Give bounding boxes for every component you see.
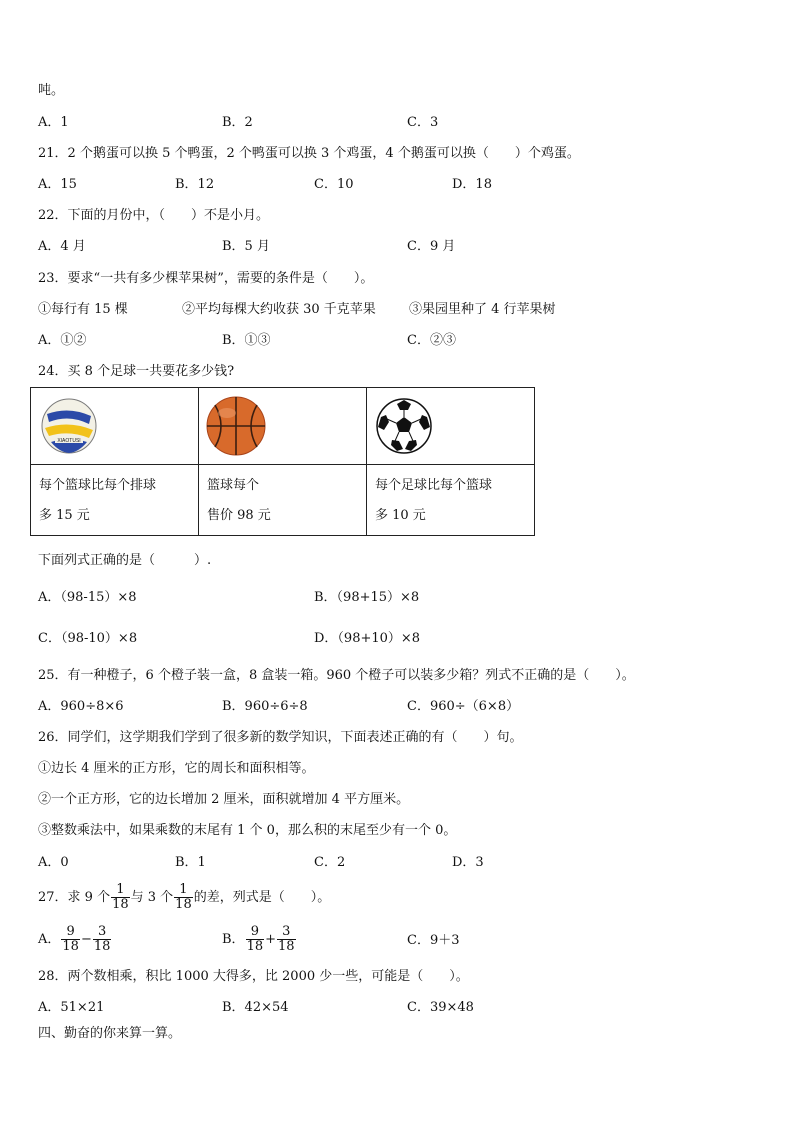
q23-option-c: C．②③ xyxy=(407,333,456,348)
numerator: 1 xyxy=(174,883,193,898)
question-21: 21．2 个鹅蛋可以换 5 个鸭蛋，2 个鸭蛋可以换 3 个鸡蛋，4 个鹅蛋可以换（ ）个鸡蛋。 xyxy=(38,146,580,161)
question-23: 23．要求“一共有多少棵苹果树”，需要的条件是（ ）。 xyxy=(38,271,374,286)
denominator: 18 xyxy=(246,939,264,954)
q28-option-a: A．51×21 xyxy=(38,1000,105,1015)
numerator: 9 xyxy=(246,925,265,940)
q27-option-c: C．9＋3 xyxy=(407,933,460,948)
numerator: 3 xyxy=(277,925,296,940)
q23-condition-2: ②平均每棵大约收获 30 千克苹果 xyxy=(182,302,376,317)
option-a: A．1 xyxy=(38,115,69,130)
q28-option-b: B．42×54 xyxy=(222,1000,289,1015)
table-cell xyxy=(367,465,535,536)
table-cell xyxy=(367,388,535,465)
cell-text: 多 15 元 xyxy=(39,508,90,523)
cell-text: 每个足球比每个篮球 xyxy=(375,478,493,493)
q26-statement-2: ②一个正方形，它的边长增加 2 厘米，面积就增加 4 平方厘米。 xyxy=(38,792,410,807)
q22-option-c: C．9 月 xyxy=(407,239,456,254)
q21-option-d: D．18 xyxy=(452,177,492,192)
q23-condition-1: ①每行有 15 棵 xyxy=(38,302,128,317)
fraction xyxy=(61,925,80,954)
q22-option-b: B．5 月 xyxy=(222,239,270,254)
q26-option-c: C．2 xyxy=(314,855,346,870)
numerator: 3 xyxy=(93,925,112,940)
q26-option-b: B．1 xyxy=(175,855,206,870)
cell-text: 多 10 元 xyxy=(375,508,426,523)
q24-option-c: C．（98-10）×8 xyxy=(38,631,138,646)
denominator: 18 xyxy=(278,939,295,954)
option-label: A． xyxy=(38,932,61,947)
q27-stem-part: 的差，列式是（ ）。 xyxy=(193,890,331,905)
question-22: 22．下面的月份中，（ ）不是小月。 xyxy=(38,208,270,223)
soccer-ball-icon xyxy=(375,397,433,455)
question-25: 25．有一种橙子，6 个橙子装一盒，8 盒装一箱。960 个橙子可以装多少箱？列式不正确的是（ ）。 xyxy=(38,668,635,683)
q26-statement-1: ①边长 4 厘米的正方形，它的周长和面积相等。 xyxy=(38,761,315,776)
q25-option-c: C．960÷（6×8） xyxy=(407,699,520,714)
q24-option-b: B．（98+15）×8 xyxy=(314,590,420,605)
q24-option-d: D．（98+10）×8 xyxy=(314,631,421,646)
table-cell xyxy=(31,465,199,536)
option-label: B． xyxy=(222,932,245,947)
option-c: C．3 xyxy=(407,115,439,130)
denominator: 18 xyxy=(62,939,79,954)
q27-option-a xyxy=(38,922,112,958)
q24-subquestion: 下面列式正确的是（ ）. xyxy=(38,553,212,568)
table-cell xyxy=(199,465,367,536)
table-cell xyxy=(31,388,199,465)
denominator: 18 xyxy=(112,897,129,912)
q21-option-a: A．15 xyxy=(38,177,77,192)
q27-option-b xyxy=(222,922,297,958)
question-28: 28．两个数相乘，积比 1000 大得多，比 2000 少一些，可能是（ ）。 xyxy=(38,969,469,984)
fraction xyxy=(111,883,130,912)
table-cell xyxy=(199,388,367,465)
operator: + xyxy=(265,932,277,947)
q27-stem-part: 与 3 个 xyxy=(130,890,174,905)
q26-option-a: A．0 xyxy=(38,855,69,870)
basketball-icon xyxy=(205,395,267,457)
denominator: 18 xyxy=(93,939,111,954)
volleyball-icon xyxy=(39,396,99,456)
fraction xyxy=(246,925,265,954)
question-27 xyxy=(38,880,330,916)
fraction xyxy=(93,925,112,954)
q21-option-b: B．12 xyxy=(175,177,215,192)
question-tail: 吨。 xyxy=(38,83,65,98)
cell-text: 篮球每个 xyxy=(207,478,260,493)
question-24: 24．买 8 个足球一共要花多少钱? xyxy=(38,364,235,379)
q21-option-c: C．10 xyxy=(314,177,354,192)
cell-text: 每个篮球比每个排球 xyxy=(39,478,157,493)
q23-option-b: B．①③ xyxy=(222,333,271,348)
q24-option-a: A．（98-15）×8 xyxy=(38,590,137,605)
operator: − xyxy=(80,932,92,947)
q25-option-b: B．960÷6÷8 xyxy=(222,699,308,714)
ball-price-table xyxy=(30,387,535,536)
fraction xyxy=(277,925,296,954)
cell-text: 售价 98 元 xyxy=(207,508,271,523)
q27-stem-part: 27．求 9 个 xyxy=(38,890,111,905)
q22-option-a: A．4 月 xyxy=(38,239,86,254)
q28-option-c: C．39×48 xyxy=(407,1000,474,1015)
q23-condition-3: ③果园里种了 4 行苹果树 xyxy=(409,302,556,317)
option-b: B．2 xyxy=(222,115,253,130)
q25-option-a: A．960÷8×6 xyxy=(38,699,124,714)
q23-option-a: A．①② xyxy=(38,333,87,348)
fraction xyxy=(174,883,193,912)
volleyball-brand: XIAOTUSI xyxy=(57,438,81,444)
denominator: 18 xyxy=(175,897,192,912)
question-26: 26．同学们，这学期我们学到了很多新的数学知识，下面表述正确的有（ ）句。 xyxy=(38,730,523,745)
numerator: 9 xyxy=(61,925,80,940)
q26-option-d: D．3 xyxy=(452,855,484,870)
numerator: 1 xyxy=(111,883,130,898)
q26-statement-3: ③整数乘法中，如果乘数的末尾有 1 个 0，那么积的末尾至少有一个 0。 xyxy=(38,823,457,838)
section-heading: 四、勤奋的你来算一算。 xyxy=(38,1026,182,1041)
